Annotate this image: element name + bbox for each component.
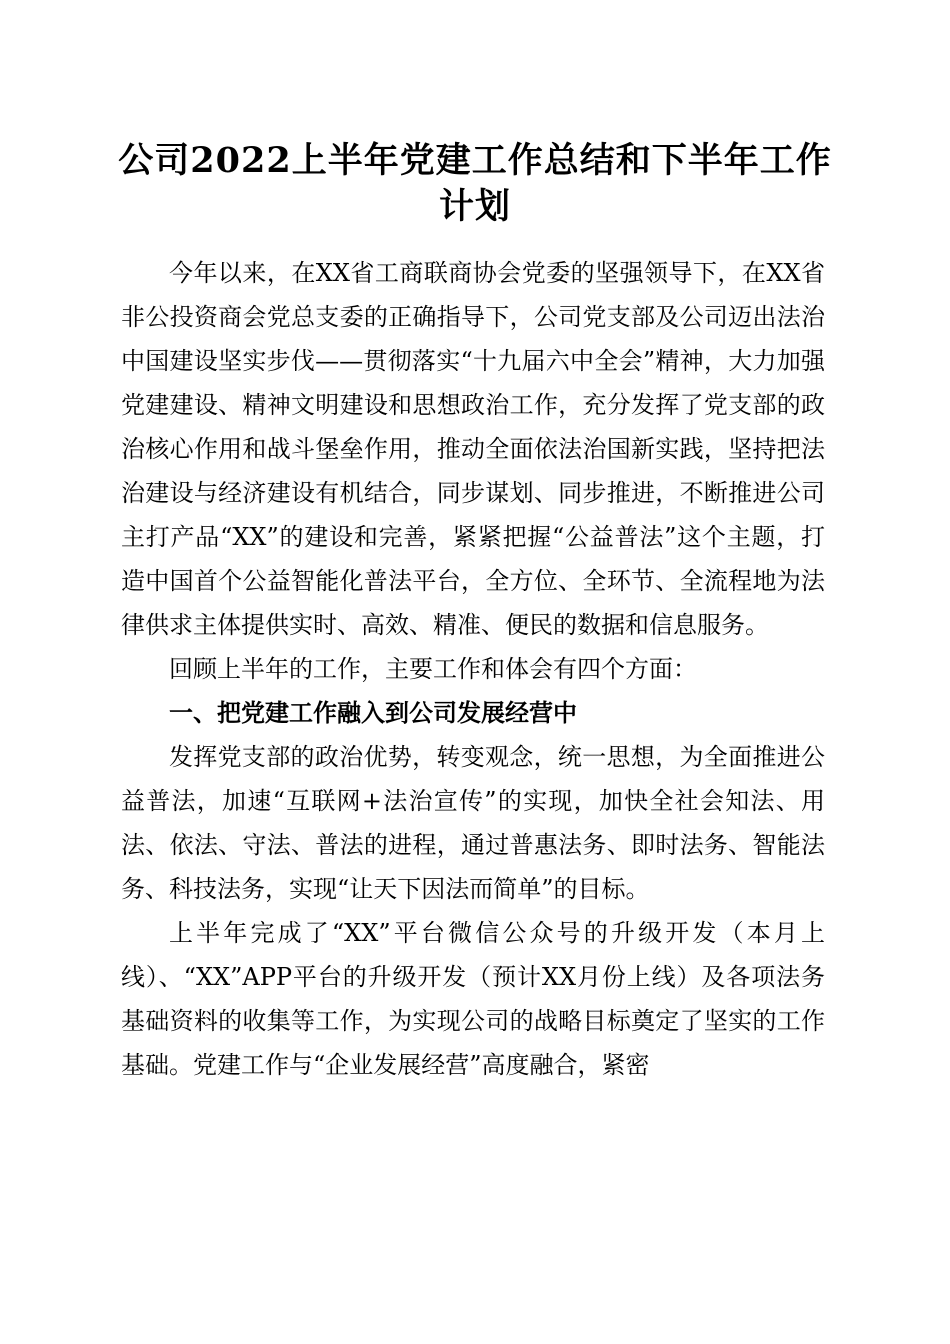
- title-line-2: 计划: [438, 186, 511, 227]
- paragraph-review: 回顾上半年的工作，主要工作和体会有四个方面：: [169, 655, 697, 683]
- title-line-1: 公司2022上半年党建工作总结和下半年工作: [118, 140, 832, 181]
- section-heading-1: 一、把党建工作融入到公司发展经营中: [169, 699, 577, 727]
- paragraph-section1-a: 发挥党支部的政治优势，转变观念，统一思想，为全面推进公益普法，加速“互联网+法治宣传”的实现，加快全社会知法、用法、依法、守法、普法的进程，通过普惠法务、即时法务、智能法务、科技法务，实现“让天下因法而简单”的目标。: [121, 743, 825, 903]
- paragraph-section1-b: 上半年完成了“XX”平台微信公众号的升级开发（本月上线）、“XX”APP平台的升级开发（预计XX月份上线）及各项法务基础资料的收集等工作，为实现公司的战略目标奠定了坚实的工作基础。党建工作与“企业发展经营”高度融合，紧密: [121, 919, 825, 1079]
- paragraph-intro: 今年以来，在XX省工商联商协会党委的坚强领导下，在XX省非公投资商会党总支委的正确指导下，公司党支部及公司迈出法治中国建设坚实步伐——贯彻落实“十九届六中全会”精神，大力加强党建建设、精神文明建设和思想政治工作，充分发挥了党支部的政治核心作用和战斗堡垒作用，推动全面依法治国新实践，坚持把法治建设与经济建设有机结合，同步谋划、同步推进，不断推进公司主打产品“XX”的建设和完善，紧紧把握“公益普法”这个主题，打造中国首个公益智能化普法平台，全方位、全环节、全流程地为法律供求主体提供实时、高效、精准、便民的数据和信息服务。: [121, 259, 825, 639]
- document-title: [110, 138, 840, 230]
- document-body: [121, 251, 825, 1087]
